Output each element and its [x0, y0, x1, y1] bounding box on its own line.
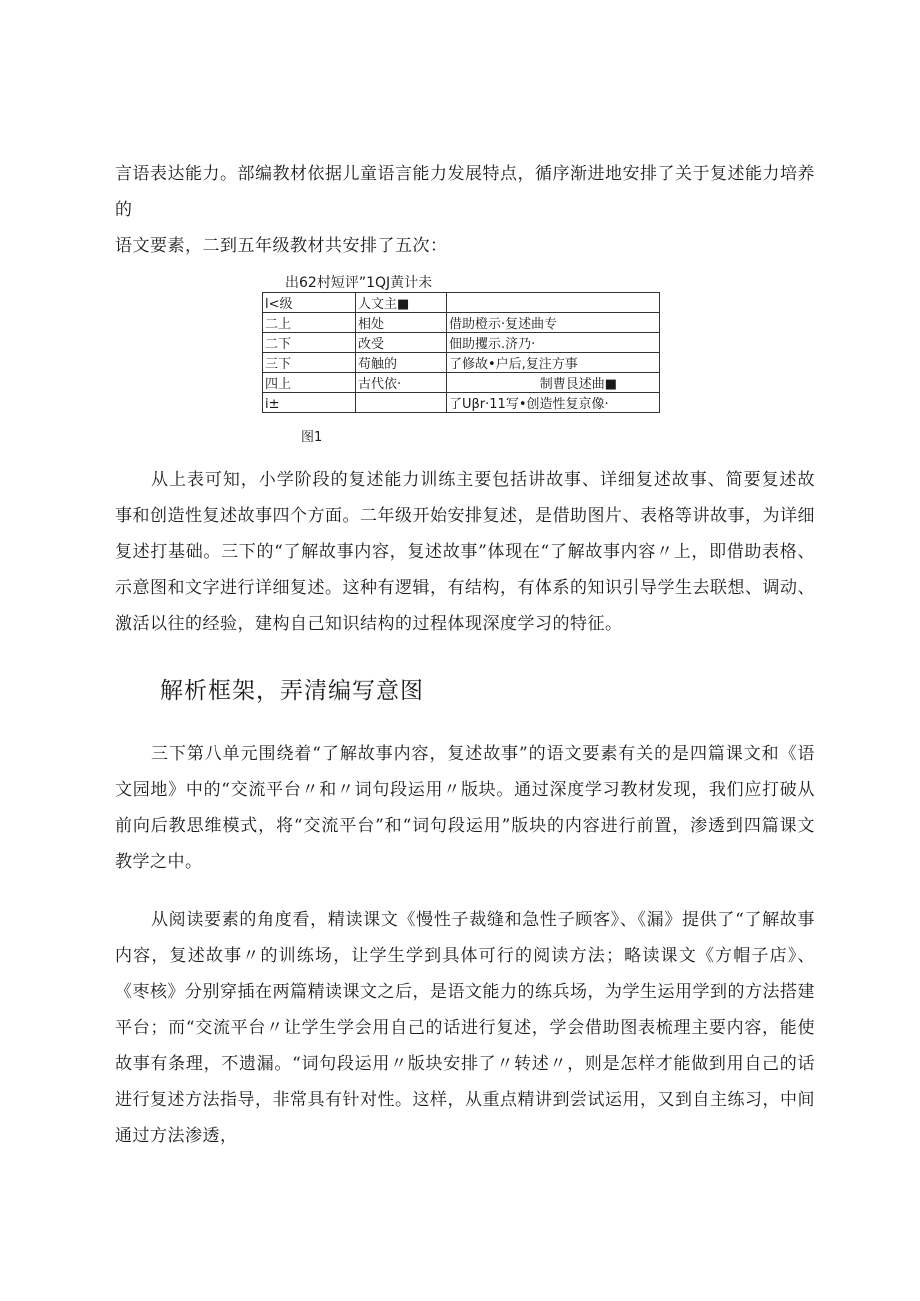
paragraph-reading-elements: 从阅读要素的角度看，精读课文《慢性子裁缝和急性子顾客》、《漏》提供了“了解故事内容，复述故事〃的训练场，让学生学到具体可行的阅读方法；略读课文《方帽子店》、《枣核》分别穿插在两篇精读课文之后，是语文能力的练兵场，为学生运用学到的方法搭建平台；而“交流平台〃让学生学会用自己的话进行复述，学会借助图表梳理主要内容，能使故事有条理，不遗漏。“词句段运用〃版块安排了〃转述〃，则是怎样才能做到用自己的话进行复述方法指导，非常具有针对性。这样，从重点精讲到尝试运用，又到自主练习，中间通过方法渗透， [115, 910, 815, 1146]
grade-table [262, 292, 660, 413]
table-cell: 了Uβr·11写•创造性复京像· [447, 393, 660, 413]
intro-paragraph [115, 156, 815, 264]
table-cell: 三下 [263, 353, 356, 373]
table-header-cell [447, 293, 660, 313]
table-cell: 二下 [263, 333, 356, 353]
table-cell: 佃助攫示.济乃· [447, 333, 660, 353]
table-row [263, 373, 660, 393]
intro-line-1: 言语表达能力。部编教材依据儿童语言能力发展特点，循序渐进地安排了关于复述能力培养的 [115, 164, 815, 220]
table-cell: 制曹艮述曲■ [447, 373, 660, 393]
table-cell: 四上 [263, 373, 356, 393]
table-cell: 相处 [356, 313, 447, 333]
table-row [263, 333, 660, 353]
table-row [263, 393, 660, 413]
table-cell: 了修故•户后,复注方事 [447, 353, 660, 373]
table-caption: 出62村短评”1QJ黄计未 [285, 275, 433, 291]
table-cell: 改受 [356, 333, 447, 353]
table-header-cell: l<级 [263, 293, 356, 313]
table-cell: i± [263, 393, 356, 413]
table-cell [356, 393, 447, 413]
figure-label: 图1 [301, 430, 323, 445]
table-cell: 古代依· [356, 373, 447, 393]
table-row [263, 313, 660, 333]
paragraph-unit-overview: 三下第八单元围绕着“了解故事内容，复述故事”的语文要素有关的是四篇课文和《语文园地》中的“交流平台〃和〃词句段运用〃版块。通过深度学习教材发现，我们应打破从前向后教思维模式，将“交流平台”和“词句段运用”版块的内容进行前置，渗透到四篇课文教学之中。 [115, 744, 815, 872]
table-cell: 苟触的 [356, 353, 447, 373]
table-cell: 借助橙示·复述曲专 [447, 313, 660, 333]
table-header-cell: 人文主■ [356, 293, 447, 313]
table-header-row [263, 293, 660, 313]
intro-line-2: 语文要素，二到五年级教材共安排了五次： [115, 236, 448, 256]
table-row [263, 353, 660, 373]
table-cell: 二上 [263, 313, 356, 333]
section-heading: 解析框架，弄清编写意图 [160, 678, 424, 704]
paragraph-table-analysis: 从上表可知，小学阶段的复述能力训练主要包括讲故事、详细复述故事、简要复述故事和创造性复述故事四个方面。二年级开始安排复述，是借助图片、表格等讲故事，为详细复述打基础。三下的“了解故事内容，复述故事”体现在“了解故事内容〃上，即借助表格、示意图和文字进行详细复述。这种有逻辑，有结构，有体系的知识引导学生去联想、调动、激活以往的经验，建构自己知识结构的过程体现深度学习的特征。 [115, 470, 815, 634]
